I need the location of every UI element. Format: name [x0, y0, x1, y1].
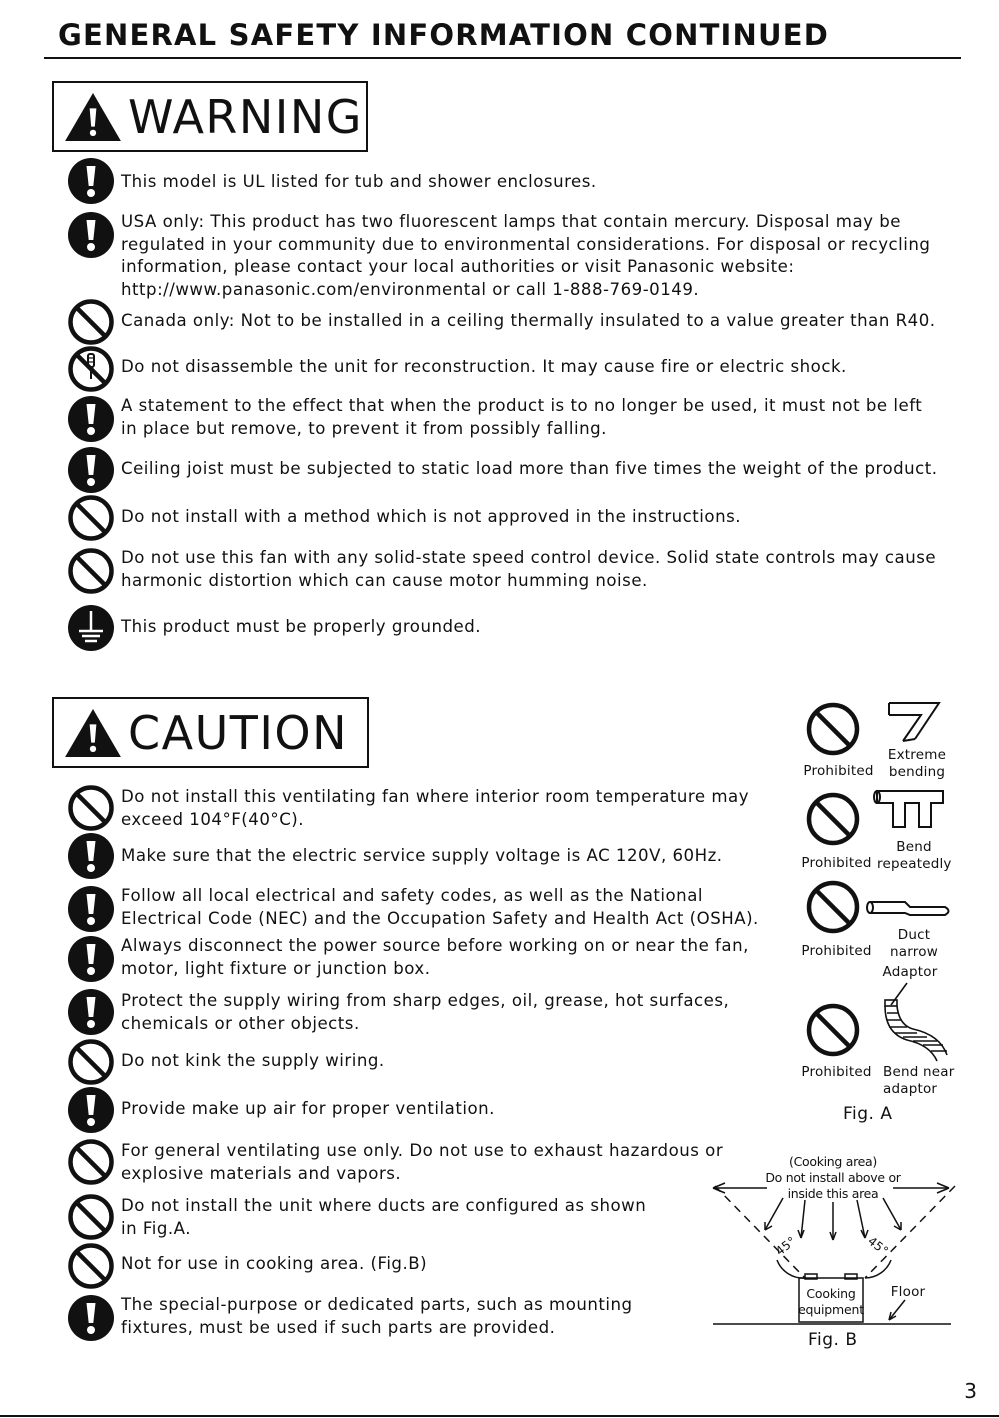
mandatory-icon [67, 395, 115, 443]
prohibited-icon [809, 1006, 857, 1054]
fig-a-panel-label: Duct narrow [890, 927, 938, 960]
caution-item-text: Do not kink the supply wiring. [121, 1051, 385, 1070]
mandatory-icon [67, 988, 115, 1036]
caution-item-text: Follow all local electrical and safety codes, as well as the National Electrical Code (NEC) and the Occupation Safety and Health Act (OSHA). [121, 886, 759, 928]
prohibited-icon [67, 1242, 115, 1290]
prohibited-icon [809, 883, 857, 931]
prohibited-icon [67, 547, 115, 595]
prohibited-icon [67, 298, 115, 346]
warning-item [67, 298, 936, 346]
fig-a-panel-label: Extreme bending [887, 747, 947, 780]
mandatory-icon [67, 1294, 115, 1342]
warning-item [67, 547, 936, 595]
mandatory-icon [67, 832, 115, 880]
warning-label: WARNING [128, 89, 363, 144]
warning-item [67, 211, 930, 301]
warning-item-text: This product must be properly grounded. [121, 617, 482, 636]
caution-item-text: Do not install this ventilating fan where interior room temperature may exceed 104°F(40°C). [121, 787, 750, 829]
caution-item [67, 1086, 495, 1134]
caution-item-text: Always disconnect the power source before working on or near the fan, motor, light fixture or junction box. [121, 936, 749, 978]
caution-item-text: Protect the supply wiring from sharp edges, oil, grease, hot surfaces, chemicals or other objects. [121, 991, 730, 1033]
caution-item-text: Do not install the unit where ducts are configured as shown in Fig.A. [121, 1196, 647, 1238]
warning-item-text: USA only: This product has two fluorescent lamps that contain mercury. Disposal may be regulated in your community due to environmental considerations. For disposal or recycling information, please contact your local authorities or visit Panasonic website: http://www.panasonic.com/environmental or call 1-888-769-0149. [121, 212, 931, 299]
prohibited-icon [67, 1038, 115, 1086]
caution-item [67, 1242, 427, 1290]
caution-item-text: The special-purpose or dedicated parts, such as mounting fixtures, must be used if such parts are provided. [121, 1295, 633, 1337]
prohibited-icon [67, 494, 115, 542]
caution-item [67, 988, 729, 1036]
fig-a-panel-label: Bend near adaptor [883, 1064, 955, 1097]
angle-left-label: 45° [772, 1233, 799, 1259]
prohibited-label: Prohibited [803, 763, 874, 779]
figure-b-caption: Fig. B [808, 1330, 858, 1350]
caution-item [67, 832, 723, 880]
floor-label: Floor [890, 1284, 926, 1300]
bend-repeatedly-duct-icon [874, 791, 943, 827]
cooking-equipment-label: Cooking equipment [798, 1286, 864, 1317]
warning-item-text: Do not install with a method which is not approved in the instructions. [121, 507, 742, 526]
bend-near-adaptor-icon [885, 983, 947, 1061]
footer-divider [0, 1415, 999, 1417]
warning-item-text: This model is UL listed for tub and shower enclosures. [121, 172, 597, 191]
warning-item [67, 395, 922, 443]
mandatory-icon [67, 885, 115, 933]
prohibited-icon [67, 1138, 115, 1186]
prohibited-icon [809, 795, 857, 843]
warning-item [67, 604, 481, 652]
prohibited-label: Prohibited [801, 855, 872, 871]
caution-item-text: For general ventilating use only. Do not use to exhaust hazardous or explosive materials and vapors. [121, 1141, 724, 1183]
warning-triangle-icon [64, 708, 122, 758]
caution-item-text: Provide make up air for proper ventilation. [121, 1099, 495, 1118]
mandatory-icon [67, 211, 115, 259]
warning-item-text: Ceiling joist must be subjected to static load more than five times the weight of the product. [121, 459, 938, 478]
caution-item [67, 1138, 723, 1186]
warning-item-text: Canada only: Not to be installed in a ceiling thermally insulated to a value greater than R40. [121, 311, 936, 330]
figure-b [705, 1148, 965, 1354]
prohibited-label: Prohibited [801, 1064, 872, 1080]
warning-label-box [52, 81, 368, 152]
prohibited-icon [67, 784, 115, 832]
ground-icon [67, 604, 115, 652]
mandatory-icon [67, 935, 115, 983]
caution-item [67, 784, 749, 832]
extreme-bending-duct-icon [889, 703, 939, 741]
warning-item-text: A statement to the effect that when the product is to no longer be used, it must not be left in place but remove, to prevent it from possibly falling. [121, 396, 923, 438]
page-number: 3 [964, 1379, 977, 1403]
caution-label-box [52, 697, 369, 768]
warning-item [67, 446, 938, 494]
mandatory-icon [67, 157, 115, 205]
figure-a [795, 695, 970, 1135]
adaptor-label: Adaptor [882, 964, 938, 980]
mandatory-icon [67, 1086, 115, 1134]
warning-item [67, 345, 847, 393]
header-divider [44, 57, 961, 59]
warning-triangle-icon [64, 92, 122, 142]
caution-item-text: Not for use in cooking area. (Fig.B) [121, 1254, 428, 1273]
warning-item [67, 494, 741, 542]
fig-a-panel-label: Bend repeatedly [877, 839, 952, 872]
angle-right-label: 45° [865, 1233, 892, 1259]
cooking-area-label: (Cooking area) Do not install above or inside this area [765, 1154, 901, 1201]
caution-item [67, 1294, 633, 1342]
caution-item [67, 1193, 646, 1241]
caution-item [67, 885, 759, 933]
warning-item-text: Do not use this fan with any solid-state speed control device. Solid state controls may cause harmonic distortion which can cause motor humming noise. [121, 548, 937, 590]
mandatory-icon [67, 446, 115, 494]
page-title: GENERAL SAFETY INFORMATION CONTINUED [58, 18, 830, 52]
warning-item-text: Do not disassemble the unit for reconstruction. It may cause fire or electric shock. [121, 357, 847, 376]
caution-item [67, 1038, 385, 1086]
no-disassembly-icon [67, 345, 115, 393]
duct-narrow-icon [867, 902, 949, 915]
prohibited-icon [67, 1193, 115, 1241]
prohibited-label: Prohibited [801, 943, 872, 959]
caution-label: CAUTION [128, 705, 349, 760]
warning-item [67, 157, 597, 205]
caution-item-text: Make sure that the electric service supply voltage is AC 120V, 60Hz. [121, 846, 723, 865]
prohibited-icon [809, 705, 857, 753]
figure-a-caption: Fig. A [843, 1104, 893, 1124]
caution-item [67, 935, 749, 983]
